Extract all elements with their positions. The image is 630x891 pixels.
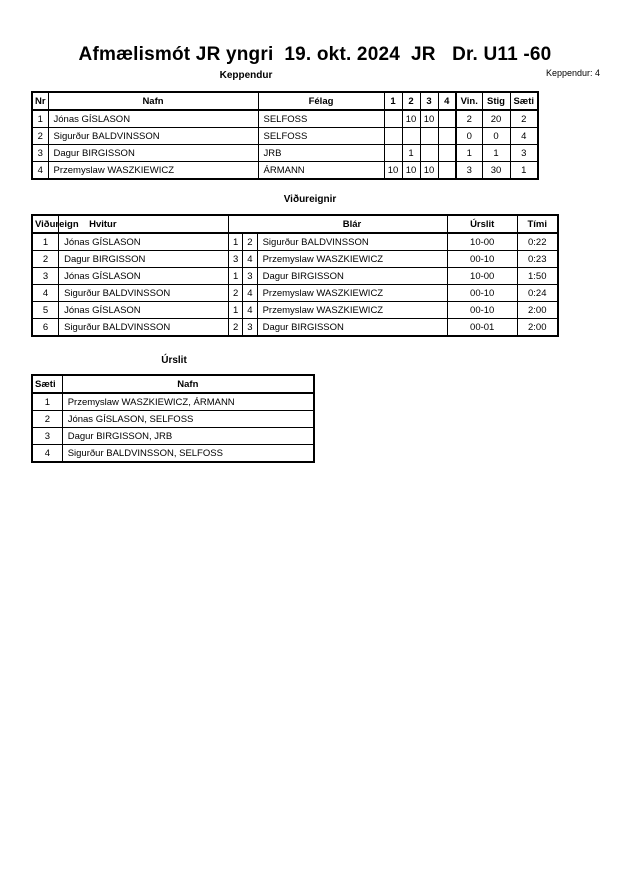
match-row [32, 302, 558, 319]
blue-player: Przemyslaw WASZKIEWICZ [257, 251, 447, 268]
player-count: Keppendur: 4 [545, 68, 600, 78]
results-table [31, 374, 315, 463]
match-time: 0:22 [517, 233, 558, 251]
result-place: 3 [32, 428, 62, 445]
col-points: Stig [482, 92, 510, 110]
result-place: 2 [32, 411, 62, 428]
match-result: 00-10 [447, 251, 517, 268]
col-name: Nafn [48, 92, 258, 110]
match-result: 00-10 [447, 285, 517, 302]
blue-player: Dagur BIRGISSON [257, 319, 447, 337]
blue-nr: 3 [243, 319, 257, 337]
player-points: 20 [482, 110, 510, 128]
match-result: 10-00 [447, 233, 517, 251]
match-row [32, 251, 558, 268]
match-number: 2 [32, 251, 59, 268]
white-nr: 3 [228, 251, 242, 268]
results-header-row [32, 375, 314, 393]
player-nr: 4 [32, 162, 48, 180]
player-name: Dagur BIRGISSON [48, 145, 258, 162]
blue-nr: 4 [243, 302, 257, 319]
col-white: Hvitur [59, 215, 229, 233]
result-row [32, 393, 314, 411]
player-name: Przemyslaw WASZKIEWICZ [48, 162, 258, 180]
white-player: Sigurður BALDVINSSON [59, 285, 229, 302]
player-points: 30 [482, 162, 510, 180]
player-wins: 3 [456, 162, 482, 180]
col-wins: Vin. [456, 92, 482, 110]
player-row [32, 145, 538, 162]
player-round-1 [384, 145, 402, 162]
player-round-4 [438, 145, 456, 162]
result-name: Jónas GÍSLASON, SELFOSS [62, 411, 314, 428]
blue-nr: 2 [243, 233, 257, 251]
player-round-4 [438, 162, 456, 180]
player-wins: 1 [456, 145, 482, 162]
player-place: 3 [510, 145, 538, 162]
player-round-1 [384, 110, 402, 128]
col-r4: 4 [438, 92, 456, 110]
player-round-4 [438, 128, 456, 145]
player-round-1 [384, 128, 402, 145]
match-time: 1:50 [517, 268, 558, 285]
blue-player: Dagur BIRGISSON [257, 268, 447, 285]
blue-nr: 4 [243, 251, 257, 268]
white-nr: 1 [228, 268, 242, 285]
match-number: 1 [32, 233, 59, 251]
blue-player: Przemyslaw WASZKIEWICZ [257, 302, 447, 319]
white-nr: 2 [228, 285, 242, 302]
col-result: Úrslit [447, 215, 517, 233]
player-round-2 [402, 128, 420, 145]
player-club: SELFOSS [258, 110, 384, 128]
player-name: Sigurður BALDVINSSON [48, 128, 258, 145]
col-match: Viðureign [32, 215, 59, 233]
result-place: 1 [32, 393, 62, 411]
player-row [32, 110, 538, 128]
player-club: JRB [258, 145, 384, 162]
white-player: Jónas GÍSLASON [59, 268, 229, 285]
col-nr: Nr [32, 92, 48, 110]
match-result: 10-00 [447, 268, 517, 285]
player-nr: 3 [32, 145, 48, 162]
matches-header-row [32, 215, 558, 233]
match-time: 2:00 [517, 302, 558, 319]
blue-nr: 3 [243, 268, 257, 285]
player-round-1: 10 [384, 162, 402, 180]
match-row [32, 268, 558, 285]
col-time: Tími [517, 215, 558, 233]
result-place: 4 [32, 445, 62, 463]
player-round-2: 1 [402, 145, 420, 162]
player-row [32, 162, 538, 180]
player-club: SELFOSS [258, 128, 384, 145]
player-round-3 [420, 128, 438, 145]
match-number: 4 [32, 285, 59, 302]
players-header-row [32, 92, 538, 110]
players-table [31, 91, 539, 180]
result-name: Przemyslaw WASZKIEWICZ, ÁRMANN [62, 393, 314, 411]
player-round-2: 10 [402, 162, 420, 180]
col-blue: Blár [257, 215, 447, 233]
match-result: 00-10 [447, 302, 517, 319]
player-place: 1 [510, 162, 538, 180]
player-club: ÁRMANN [258, 162, 384, 180]
col-r3: 3 [420, 92, 438, 110]
result-row [32, 428, 314, 445]
player-name: Jónas GÍSLASON [48, 110, 258, 128]
match-time: 0:23 [517, 251, 558, 268]
player-round-3 [420, 145, 438, 162]
match-number: 3 [32, 268, 59, 285]
white-player: Dagur BIRGISSON [59, 251, 229, 268]
player-points: 0 [482, 128, 510, 145]
col-r2: 2 [402, 92, 420, 110]
col-club: Félag [258, 92, 384, 110]
player-round-3: 10 [420, 110, 438, 128]
players-heading: Keppendur [219, 70, 273, 81]
result-row [32, 411, 314, 428]
match-number: 6 [32, 319, 59, 337]
white-nr: 1 [228, 233, 242, 251]
matches-table [31, 214, 559, 337]
white-player: Jónas GÍSLASON [59, 233, 229, 251]
blue-nr: 4 [243, 285, 257, 302]
col-result-name: Nafn [62, 375, 314, 393]
player-row [32, 128, 538, 145]
matches-heading: Viðureignir [283, 194, 337, 205]
player-place: 4 [510, 128, 538, 145]
col-place: Sæti [510, 92, 538, 110]
player-round-2: 10 [402, 110, 420, 128]
match-row [32, 285, 558, 302]
player-points: 1 [482, 145, 510, 162]
white-player: Sigurður BALDVINSSON [59, 319, 229, 337]
player-place: 2 [510, 110, 538, 128]
page-title: Afmælismót JR yngri 19. okt. 2024 JR Dr. U11 -60 [78, 44, 552, 65]
results-heading: Úrslit [161, 355, 187, 366]
blue-player: Sigurður BALDVINSSON [257, 233, 447, 251]
match-number: 5 [32, 302, 59, 319]
col-r1: 1 [384, 92, 402, 110]
white-nr: 2 [228, 319, 242, 337]
blue-player: Przemyslaw WASZKIEWICZ [257, 285, 447, 302]
match-row [32, 319, 558, 337]
result-row [32, 445, 314, 463]
player-nr: 2 [32, 128, 48, 145]
player-wins: 2 [456, 110, 482, 128]
match-row [32, 233, 558, 251]
white-player: Jónas GÍSLASON [59, 302, 229, 319]
result-name: Dagur BIRGISSON, JRB [62, 428, 314, 445]
player-nr: 1 [32, 110, 48, 128]
match-time: 0:24 [517, 285, 558, 302]
col-rank: Sæti [32, 375, 62, 393]
white-nr: 1 [228, 302, 242, 319]
player-round-3: 10 [420, 162, 438, 180]
match-result: 00-01 [447, 319, 517, 337]
player-round-4 [438, 110, 456, 128]
match-time: 2:00 [517, 319, 558, 337]
result-name: Sigurður BALDVINSSON, SELFOSS [62, 445, 314, 463]
player-wins: 0 [456, 128, 482, 145]
